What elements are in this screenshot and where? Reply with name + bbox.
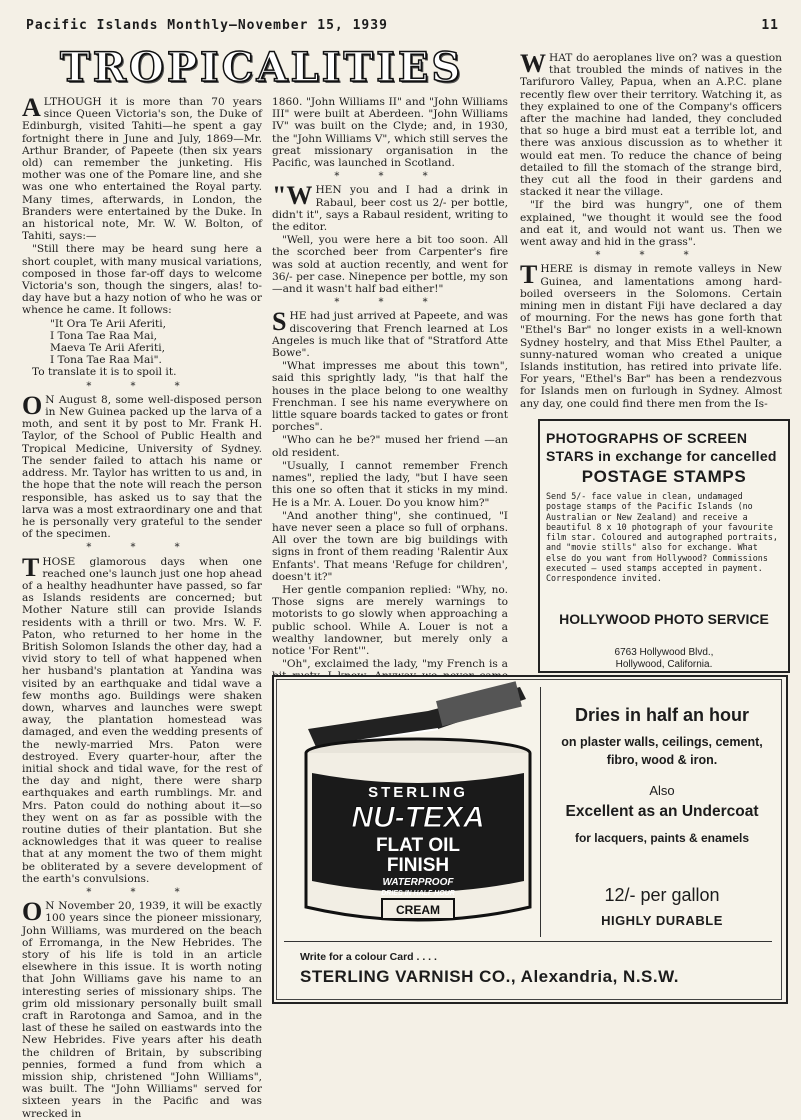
paragraph-text: 1860. "John Williams II" and "John Williams III" were built at Aberdeen. "John Williams IV" was built on the Clyde; and, in 1930, the "John Williams V", which still serves the great missionary organisation in the Pacific, was launched in Scotland. — [272, 96, 508, 170]
ad-body: Send 5/- face value in clean, undamaged postage stamps of the Pacific Islands (no Australian or New Zealand) and receive a beautiful 8 x 10 photograph of your favourite film star. Coloured and autographed portraits, and "movie stills" also for exchange. What else do you want from Hollywood? Commissions executed — used stamps accepted in payment. Correspondence invited. — [546, 491, 778, 584]
paragraph-text: To translate it is to spoil it. — [32, 366, 177, 379]
paragraph-text: "Well, you were here a bit too soon. All the scorched beer from Carpenter's fire was sold at auction recently, and went for 36/- per case. Ninepence per bottle, my son—and it wasn't half bad either!" — [272, 234, 508, 296]
article-paragraph — [520, 199, 782, 248]
article-paragraph — [272, 434, 508, 458]
paragraph-text: LTHOUGH it is more than 70 years since Queen Victoria's son, the Duke of Edinburgh, visited Tahiti—he spent a gay fortnight there in June and July, 1869—Mr. Arthur Brander, of Papeete (then six years old) can remember the junketing. His mother was one of the Pomare line, and she was one who entertained the Royal party. Many times, afterwards, in London, the Branders were entertained by the Duke. In an historical note, Mr. W. W. Bolton, of Tahiti, says:— — [22, 96, 262, 243]
drop-cap: A — [22, 93, 41, 122]
paragraph-text: "Usually, I cannot remember French names", replied the lady, "but I have seen this one so often that it sticks in my mind. He is a Mr. A. Louer. Do you know him?" — [272, 459, 508, 509]
paragraph-text: "Still there may be heard sung here a short couplet, with many musical variations, composed in those far-off days to welcome Victoria's son, though the singers, alas! to-day have but a hazy notion of who he was or whence he came. It follows: — [22, 243, 262, 317]
section-separator: * * * — [86, 380, 198, 392]
ad-write-for: Write for a colour Card . . . . — [300, 951, 437, 963]
article-paragraph — [272, 181, 508, 234]
paragraph-text: "If the bird was hungry", one of them explained, "we thought it would see the food and eat it, and would not want us. Then we went away and hid in the grass". — [520, 199, 782, 249]
article-paragraph — [22, 390, 262, 541]
ad-address — [540, 647, 788, 671]
article-paragraph — [22, 93, 262, 243]
ad-lacquers: for lacquers, paints & enamels — [574, 831, 750, 845]
ad-price: 12/- per gallon — [604, 885, 720, 905]
ad-company: STERLING VARNISH CO., Alexandria, N.S.W. — [300, 967, 679, 986]
ad-durable: HIGHLY DURABLE — [601, 913, 723, 928]
drop-cap: S — [272, 307, 287, 337]
section-separator: * * * — [334, 297, 446, 309]
article-paragraph — [520, 260, 782, 410]
drop-cap: W — [520, 49, 546, 78]
article-paragraph — [520, 49, 782, 199]
column-3 — [520, 49, 782, 412]
paragraph-text: HAT do aeroplanes live on? was a question that troubled the minds of natives in the Tarifuroro Valley, Papua, when an A.P.C. plane recently flew over their territory. Watching it, as they explained to one of the Company's officers after the machine had landed, they concluded that so huge a bird must eat a terrible lot, and there was anxious discussion as to whether it would eat men. To reduce the chance of being detailed to fill the stomach of the strange bird, they cut all the food in their gardens and stacked it near the village. — [520, 52, 782, 199]
article-paragraph — [272, 96, 508, 169]
drop-cap: T — [22, 552, 40, 582]
article-paragraph — [272, 510, 508, 583]
page-header — [18, 18, 783, 40]
hollywood-photo-ad — [538, 419, 790, 673]
tin-line: DRIES IN HALF HOUR — [381, 890, 455, 897]
ad-headline: Dries in half an hour — [574, 705, 750, 725]
ad-surfaces: on plaster walls, ceilings, cement, fibro, wood & iron. — [561, 735, 763, 767]
paint-tin-illustration — [288, 681, 536, 937]
paragraph-text: "Oh", exclaimed the lady, "my French is a — [282, 658, 508, 671]
drop-cap: T — [520, 260, 538, 290]
tin-color-label: CREAM — [396, 903, 440, 917]
tin-brand-text: STERLING — [368, 784, 468, 801]
paragraph-text: "And another thing", she continued, "I have never seen a place so full of orphans. All over the town are big buildings with signs in front of them reading 'Ralentir Aux Enfants'. That means 'Refuge for children', doesn't it?" — [272, 509, 508, 583]
ad-divider — [284, 941, 772, 942]
article-paragraph — [22, 366, 262, 378]
drop-cap: O — [22, 897, 43, 927]
article-paragraph — [272, 584, 508, 657]
poem-line: Maeva Te Arii Aferiti, — [50, 342, 165, 355]
paragraph-text: Her gentle companion replied: "Why, no. Those signs are merely warnings to motorists to go slowly when approaching a public school. While A. Louer is not a wealthy landowner, but merely only a notice 'For Rent'". — [272, 583, 508, 657]
drop-cap: "W — [272, 181, 313, 211]
section-masthead: TROPICALITIES — [60, 44, 464, 91]
section-separator: * * * — [86, 887, 198, 898]
page-number: 11 — [761, 18, 779, 33]
paragraph-text: HE had just arrived at Papeete, and was discovering that French learned at Los Angeles is much like that of "Stratford Atte Bowe". — [272, 310, 508, 360]
ad-address-line: 6763 Hollywood Blvd., — [614, 647, 714, 658]
article-paragraph — [272, 307, 508, 360]
ad-also: Also — [649, 783, 675, 798]
ad-company: HOLLYWOOD PHOTO SERVICE — [559, 611, 769, 627]
tin-line: FINISH — [386, 855, 450, 876]
poem-line: I Tona Tae Raa Mai". — [50, 354, 162, 367]
paragraph-text: N August 8, some well-disposed person in New Guinea packed up the larva of a moth, and sent it by post to Mr. Frank H. Taylor, of the School of Public Health and Tropical Medicine, University of Sydney. The sender failed to attach his name or address. Mr. Taylor has written to us and, in the hope that the note will reach the person responsible, has asked us to say that the larva was a most extraordinary one and that he is personally very grateful to the sender of the specimen. — [22, 393, 262, 541]
column-2 — [272, 96, 508, 672]
drop-cap: O — [22, 390, 43, 420]
tin-line: FLAT OIL — [375, 835, 461, 856]
publication-title: Pacific Islands Monthly—November 15, 1939 — [26, 18, 388, 33]
ad-address-line: Hollywood, California. — [615, 659, 713, 670]
section-separator: * * * — [334, 171, 446, 183]
paragraph-text: HOSE glamorous days when one reached one's launch just one hop ahead of a healthy headhunter have passed, so far as Islands residents are concerned; but Mother Nature still can provide Islands residents with a thrill or two. Mrs. W. F. Paton, who returned to her home in the British Solomon Islands the other day, had a vivid story to tell of what happened when her husband's plantation at Yandina was visited by an earthquake and tidal wave a few months ago. Buildings were shaken down, wharves and launches were swept away, the plantation homestead was damaged, and even the wedding presents of the newly-married Mrs. Paton were destroyed. Every quarter-hour, after the initial shock and tidal wave, for the rest of the day and night, there were sharp earthquakes and earth rumblings. Mr. and Mrs. Paton could do nothing about it—so they went on as far as possible with the routine duties of their plantation. But she acknowledges that it was queer to realise that at any moment the two of them might be obliterated by a severe development of the earth's convulsions. — [22, 555, 262, 885]
poem-line: "It Ora Te Arii Aferiti, — [50, 317, 166, 330]
paragraph-text: "What impresses me about this town", said this sprightly lady, "is that half the houses in the place belong to one wealthy Frenchman. I see his name everywhere on little square boards tacked to gates or front porches". — [272, 360, 508, 434]
article-paragraph — [22, 552, 262, 885]
article-paragraph — [22, 897, 262, 1120]
paragraph-text: "Who can he be?" mused her friend —an old resident. — [272, 434, 508, 459]
ad-headline: PHOTOGRAPHS OF SCREEN STARS in exchange for cancelled — [546, 430, 777, 464]
article-paragraph — [272, 234, 508, 295]
sterling-varnish-ad — [272, 675, 788, 1004]
ad-big-title: POSTAGE STAMPS — [581, 467, 747, 486]
tin-line: WATERPROOF — [382, 877, 454, 888]
column-1 — [22, 93, 262, 1120]
ad-divider — [540, 687, 541, 937]
paragraph-text: HEN you and I had a drink in Rabaul, beer cost us 2/- per bottle, didn't it", says a Rabaul resident, writing to the editor. — [272, 184, 508, 234]
section-separator: * * * — [595, 250, 707, 262]
article-paragraph — [272, 460, 508, 509]
article-paragraph — [272, 360, 508, 433]
tin-product-name: NU-TEXA — [351, 801, 485, 834]
section-separator: * * * — [86, 542, 198, 554]
ad-undercoat: Excellent as an Undercoat — [565, 803, 759, 820]
paragraph-text: N November 20, 1939, it will be exactly 100 years since the pioneer missionary, John Williams, was murdered on the beach of Erromanga, in the New Hebrides. The story of his life is told in an article elsewhere in this issue. It is worth noting that John Williams gave his name to an interesting series of missionary ships. The grim old missionary personally built small craft in Rarotonga and Samoa, and in the last of these he sailed on eastwards into the New Hebrides. Five years after his death the children of Britain, by subscribing pennies, formed a fund from which a mission ship, christened "John Williams", was built. The "John Williams" served for sixteen years in the Pacific and was wrecked in — [22, 900, 262, 1120]
poem-line: I Tona Tae Raa Mai, — [50, 329, 158, 342]
paragraph-text: HERE is dismay in remote valleys in New Guinea, and lamentations among hard-boiled overseers in the Solomons. Certain mining men in distant Fiji have declared a day of mourning. For the news has gone forth that "Ethel's Bar" no longer exists in a well-known Sydney hostelry, and that Miss Ethel Paulter, a sunny-natured woman who created a unique Islands institution, has retired into private life. For years, "Ethel's Bar" has been a rendezvous for Islands men on furlough in Sydney. Almost any day, one could find there men from the Is- — [520, 263, 782, 410]
article-paragraph — [22, 243, 262, 316]
